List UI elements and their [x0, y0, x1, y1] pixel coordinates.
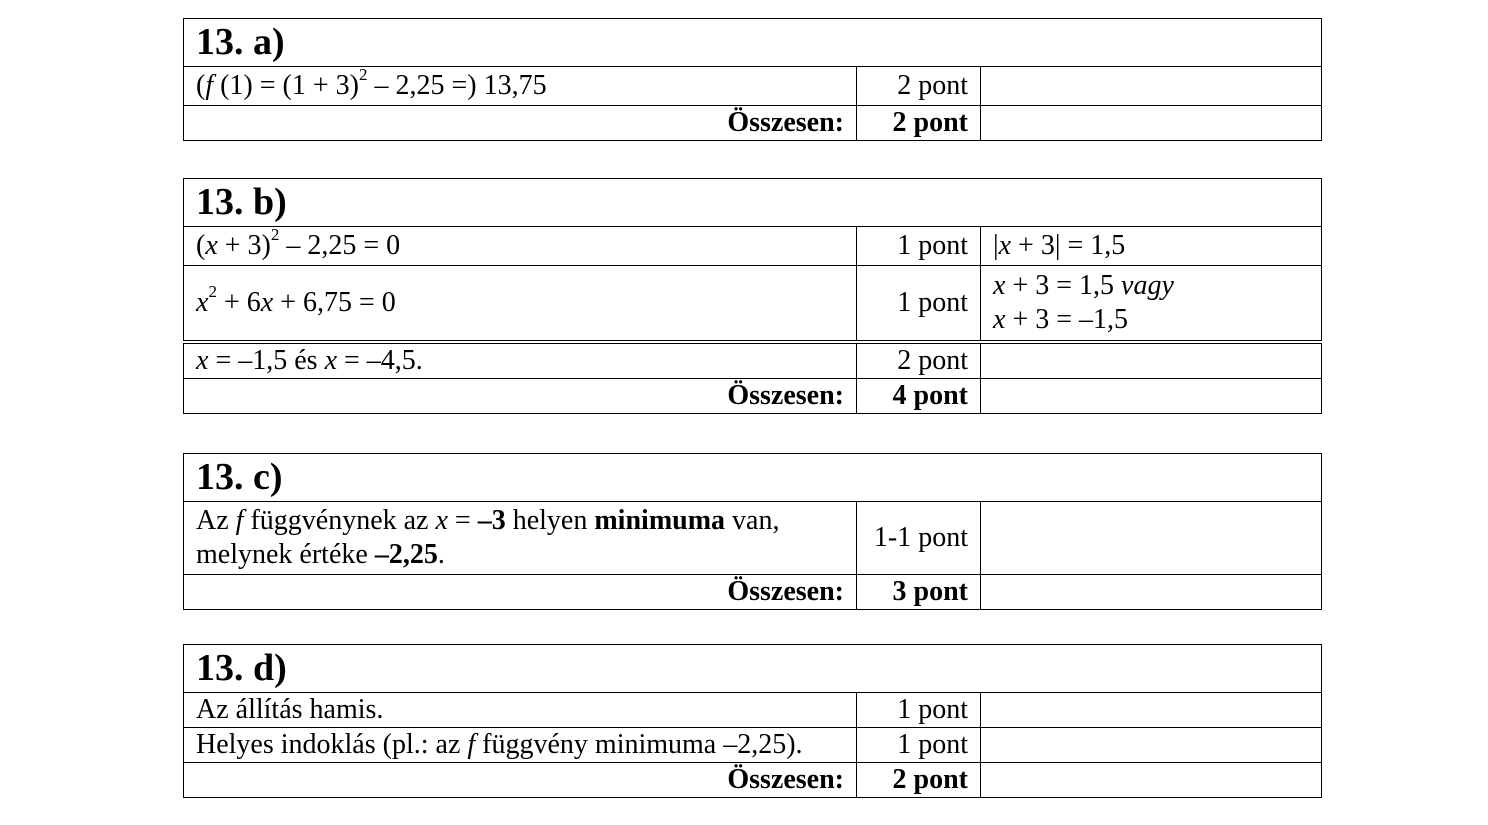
solution-step: Az állítás hamis.: [184, 693, 857, 728]
step-note: [981, 342, 1322, 379]
score-table-13a: [183, 18, 1322, 141]
step-points: 1-1 pont: [857, 502, 981, 575]
step-points: 1 pont: [857, 693, 981, 728]
solution-step: $x^2 + 6x + 6,75 = 0$: [184, 266, 857, 343]
score-table-13d: [183, 644, 1322, 798]
total-note: [981, 106, 1322, 141]
step-note: [981, 693, 1322, 728]
solution-step: (f $(1) = (1 + 3)^2 - 2,25$ =) 13,75: [184, 67, 857, 106]
step-points: 2 pont: [857, 67, 981, 106]
section-header: 13. b): [184, 179, 1322, 227]
step-points: 1 pont: [857, 728, 981, 763]
section-header: 13. a): [184, 19, 1322, 67]
total-label: Összesen:: [184, 763, 857, 798]
total-note: [981, 575, 1322, 610]
solution-step: Helyes indoklás (pl.: az f függvény minimuma –2,25).: [184, 728, 857, 763]
total-note: [981, 379, 1322, 414]
solution-line: Az f függvénynek az x = –3 helyen minimuma van,: [196, 504, 780, 536]
step-note: [981, 67, 1322, 106]
total-note: [981, 763, 1322, 798]
step-note: [981, 266, 1322, 343]
step-note: [981, 502, 1322, 575]
note-line: x + 3 = 1,5 vagy: [993, 270, 1174, 302]
total-label: Összesen:: [184, 575, 857, 610]
section-header: 13. d): [184, 645, 1322, 693]
score-table-13b: [183, 178, 1322, 414]
step-points: 1 pont: [857, 227, 981, 266]
total-points: 2 pont: [857, 106, 981, 141]
step-note: [981, 728, 1322, 763]
section-header: 13. c): [184, 454, 1322, 502]
total-label: Összesen:: [184, 379, 857, 414]
solution-step: $(x + 3)^2 - 2,25 = 0$: [184, 227, 857, 266]
step-points: 1 pont: [857, 266, 981, 343]
total-points: 4 pont: [857, 379, 981, 414]
score-table-13c: [183, 453, 1322, 610]
solution-step: [184, 502, 857, 575]
note-line: x + 3 = –1,5: [993, 304, 1129, 335]
total-label: Összesen:: [184, 106, 857, 141]
total-points: 3 pont: [857, 575, 981, 610]
total-points: 2 pont: [857, 763, 981, 798]
step-note: |x + 3| = 1,5: [981, 227, 1322, 266]
step-points: 2 pont: [857, 342, 981, 379]
solution-step: x = –1,5 és x = –4,5.: [184, 342, 857, 379]
solution-line: melynek értéke –2,25.: [196, 539, 445, 570]
